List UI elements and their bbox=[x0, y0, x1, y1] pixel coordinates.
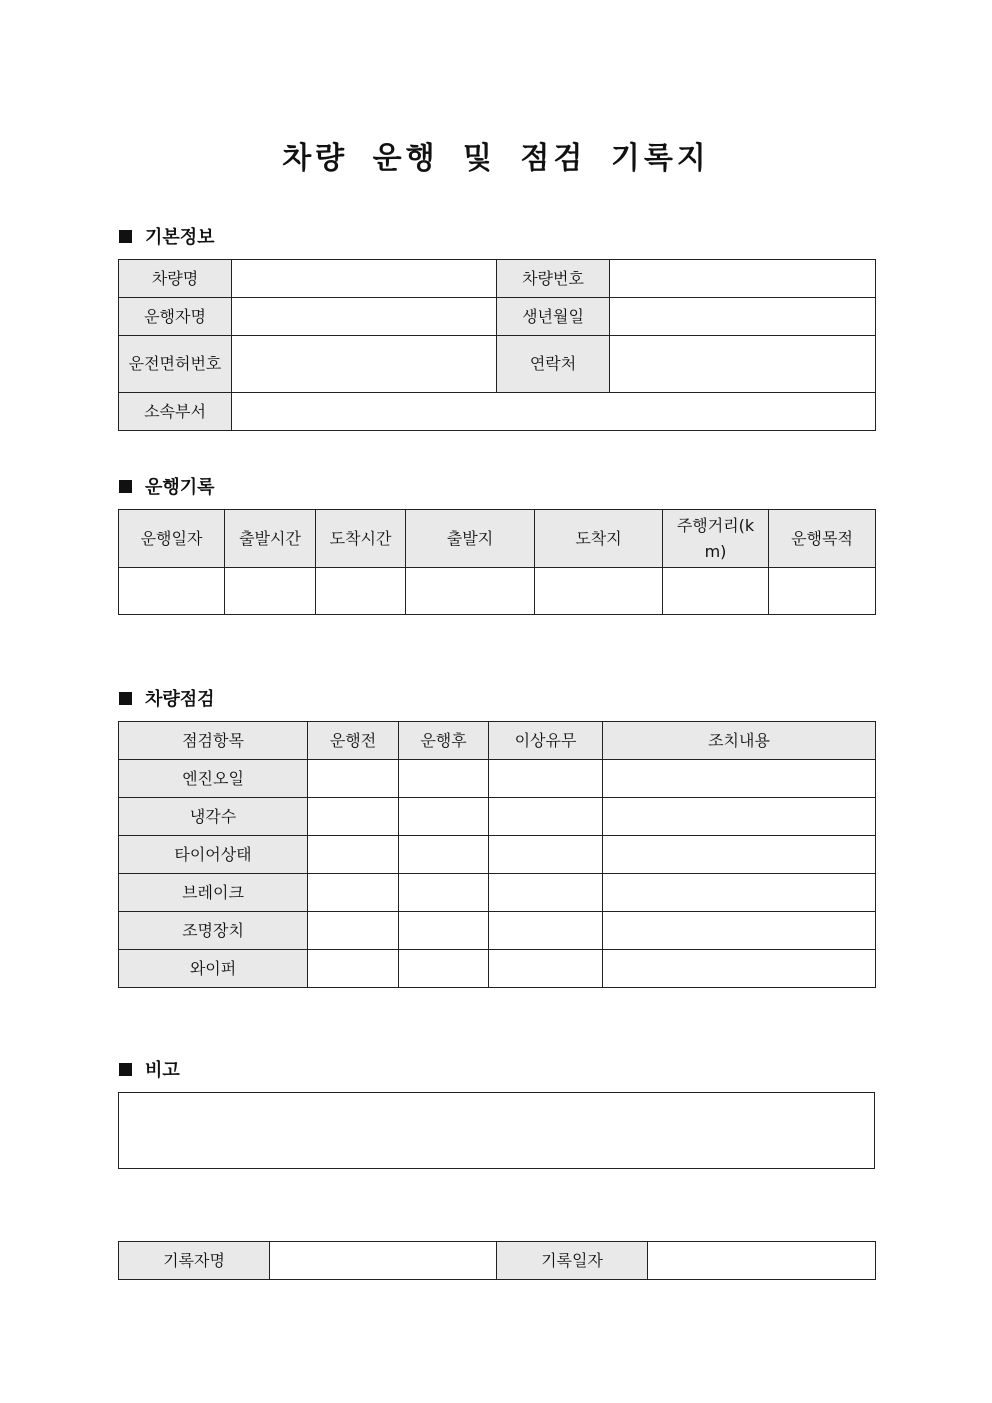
birth-date-label: 생년월일 bbox=[497, 298, 610, 336]
vehicle-name-label: 차량명 bbox=[119, 260, 232, 298]
drive-header-destination: 도착지 bbox=[535, 510, 663, 568]
square-bullet-icon bbox=[119, 1063, 132, 1076]
section-heading-drive bbox=[119, 473, 215, 499]
inspect-item-label: 와이퍼 bbox=[119, 950, 308, 988]
drive-log-table bbox=[118, 509, 876, 615]
section-heading-remarks bbox=[119, 1056, 180, 1082]
drive-arrival-time-field[interactable] bbox=[316, 568, 406, 615]
inspect-after-field[interactable] bbox=[399, 760, 489, 798]
section-label: 기본정보 bbox=[145, 227, 215, 248]
inspect-anomaly-field[interactable] bbox=[489, 798, 603, 836]
basic-info-table bbox=[118, 259, 876, 431]
drive-date-field[interactable] bbox=[119, 568, 225, 615]
inspect-action-field[interactable] bbox=[603, 874, 876, 912]
record-date-field[interactable] bbox=[648, 1242, 876, 1280]
drive-header-distance: 주행거리(km) bbox=[663, 510, 769, 568]
inspect-header-anomaly: 이상유무 bbox=[489, 722, 603, 760]
drive-departure-time-field[interactable] bbox=[225, 568, 316, 615]
square-bullet-icon bbox=[119, 692, 132, 705]
table-row bbox=[119, 874, 876, 912]
contact-label: 연락처 bbox=[497, 336, 610, 393]
section-heading-basic bbox=[119, 223, 215, 249]
inspect-item-label: 브레이크 bbox=[119, 874, 308, 912]
driver-name-field[interactable] bbox=[232, 298, 497, 336]
drive-origin-field[interactable] bbox=[406, 568, 535, 615]
square-bullet-icon bbox=[119, 480, 132, 493]
table-row bbox=[119, 760, 876, 798]
inspect-action-field[interactable] bbox=[603, 912, 876, 950]
remarks-table bbox=[118, 1092, 875, 1169]
square-bullet-icon bbox=[119, 230, 132, 243]
inspect-after-field[interactable] bbox=[399, 874, 489, 912]
inspect-action-field[interactable] bbox=[603, 836, 876, 874]
birth-date-field[interactable] bbox=[610, 298, 876, 336]
page-title: 차량 운행 및 점검 기록지 bbox=[282, 141, 710, 176]
inspect-anomaly-field[interactable] bbox=[489, 760, 603, 798]
vehicle-number-field[interactable] bbox=[610, 260, 876, 298]
inspect-before-field[interactable] bbox=[308, 798, 399, 836]
drive-header-origin: 출발지 bbox=[406, 510, 535, 568]
inspect-action-field[interactable] bbox=[603, 950, 876, 988]
inspect-action-field[interactable] bbox=[603, 760, 876, 798]
inspect-header-after: 운행후 bbox=[399, 722, 489, 760]
inspect-header-before: 운행전 bbox=[308, 722, 399, 760]
inspect-before-field[interactable] bbox=[308, 950, 399, 988]
drive-destination-field[interactable] bbox=[535, 568, 663, 615]
driver-name-label: 운행자명 bbox=[119, 298, 232, 336]
contact-field[interactable] bbox=[610, 336, 876, 393]
inspection-table bbox=[118, 721, 876, 988]
drive-distance-field[interactable] bbox=[663, 568, 769, 615]
inspect-after-field[interactable] bbox=[399, 950, 489, 988]
inspect-item-label: 타이어상태 bbox=[119, 836, 308, 874]
inspect-anomaly-field[interactable] bbox=[489, 836, 603, 874]
vehicle-name-field[interactable] bbox=[232, 260, 497, 298]
drive-header-purpose: 운행목적 bbox=[769, 510, 876, 568]
inspect-anomaly-field[interactable] bbox=[489, 950, 603, 988]
inspect-item-label: 조명장치 bbox=[119, 912, 308, 950]
section-label: 비고 bbox=[145, 1060, 180, 1081]
table-row bbox=[119, 950, 876, 988]
inspect-after-field[interactable] bbox=[399, 836, 489, 874]
inspect-before-field[interactable] bbox=[308, 912, 399, 950]
drive-purpose-field[interactable] bbox=[769, 568, 876, 615]
drive-header-date: 운행일자 bbox=[119, 510, 225, 568]
inspect-item-label: 엔진오일 bbox=[119, 760, 308, 798]
table-row bbox=[119, 836, 876, 874]
vehicle-number-label: 차량번호 bbox=[497, 260, 610, 298]
table-row bbox=[119, 798, 876, 836]
section-label: 운행기록 bbox=[145, 477, 215, 498]
section-heading-inspect bbox=[119, 685, 215, 711]
footer-table bbox=[118, 1241, 876, 1280]
department-field[interactable] bbox=[232, 393, 876, 431]
inspect-before-field[interactable] bbox=[308, 760, 399, 798]
remarks-field[interactable] bbox=[119, 1093, 875, 1169]
inspect-before-field[interactable] bbox=[308, 874, 399, 912]
table-row bbox=[119, 912, 876, 950]
recorder-name-label: 기록자명 bbox=[119, 1242, 270, 1280]
inspect-header-item: 점검항목 bbox=[119, 722, 308, 760]
inspect-after-field[interactable] bbox=[399, 798, 489, 836]
inspect-item-label: 냉각수 bbox=[119, 798, 308, 836]
recorder-name-field[interactable] bbox=[270, 1242, 497, 1280]
inspect-anomaly-field[interactable] bbox=[489, 912, 603, 950]
inspect-before-field[interactable] bbox=[308, 836, 399, 874]
license-number-field[interactable] bbox=[232, 336, 497, 393]
drive-header-departure-time: 출발시간 bbox=[225, 510, 316, 568]
drive-header-arrival-time: 도착시간 bbox=[316, 510, 406, 568]
inspect-after-field[interactable] bbox=[399, 912, 489, 950]
department-label: 소속부서 bbox=[119, 393, 232, 431]
license-number-label: 운전면허번호 bbox=[119, 336, 232, 393]
inspect-header-action: 조치내용 bbox=[603, 722, 876, 760]
inspect-action-field[interactable] bbox=[603, 798, 876, 836]
section-label: 차량점검 bbox=[145, 689, 215, 710]
record-date-label: 기록일자 bbox=[497, 1242, 648, 1280]
inspect-anomaly-field[interactable] bbox=[489, 874, 603, 912]
